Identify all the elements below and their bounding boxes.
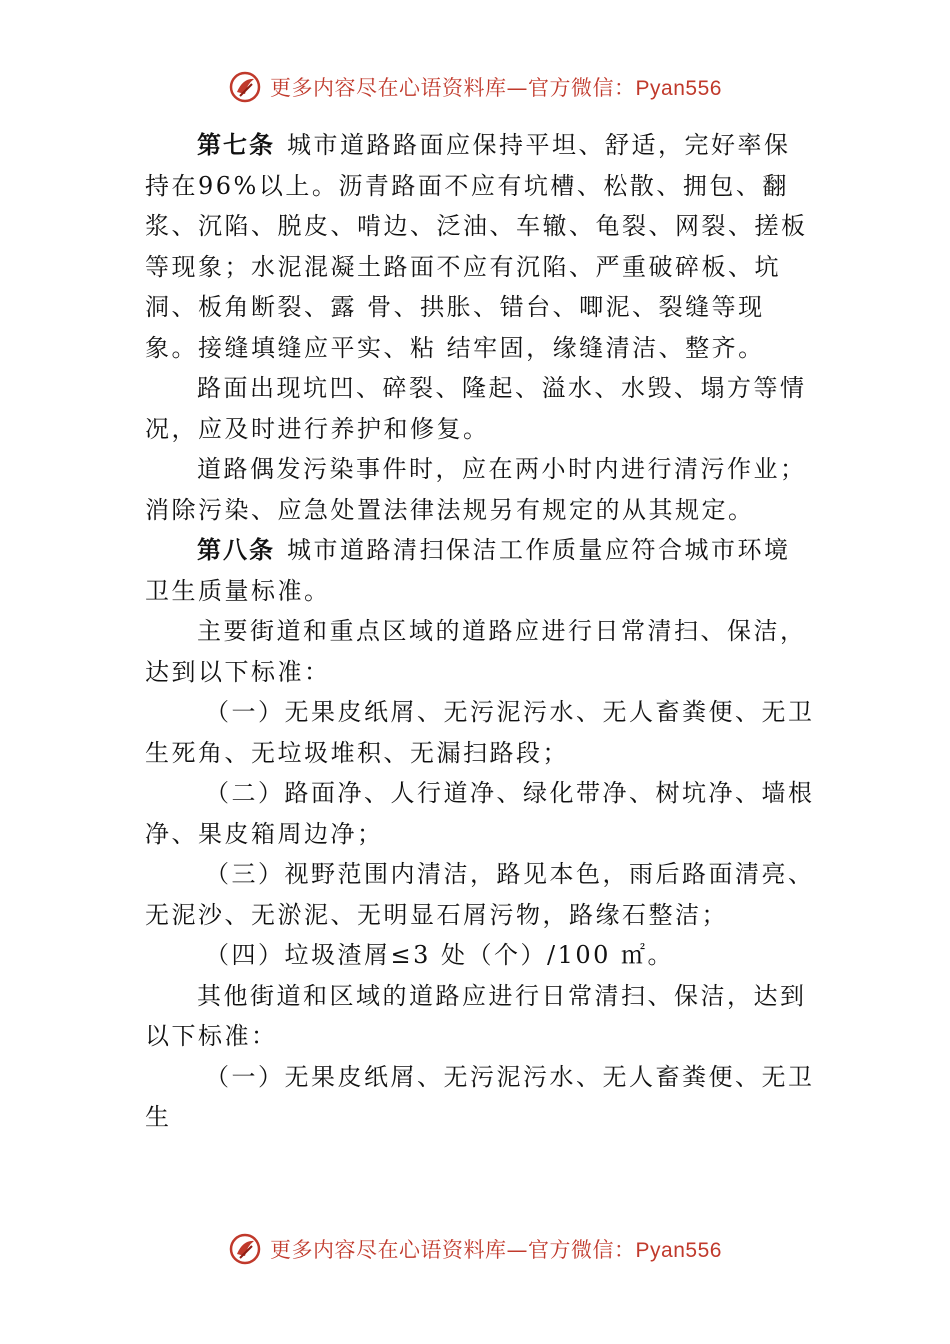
watermark-text: 更多内容尽在心语资料库—官方微信：Pyan556 [270, 1238, 722, 1262]
brand-logo-icon [228, 70, 262, 104]
list-item: （一）无果皮纸屑、无污泥污水、无人畜粪便、无卫生死角、无垃圾堆积、无漏扫路段； [145, 698, 815, 767]
list-item: （二）路面净、人行道净、绿化带净、树坑净、墙根净、果皮箱周边净； [145, 779, 815, 848]
watermark-footer [0, 1232, 950, 1266]
watermark-text: 更多内容尽在心语资料库—官方微信：Pyan556 [270, 76, 722, 100]
list-item: （一）无果皮纸屑、无污泥污水、无人畜粪便、无卫生 [145, 1062, 815, 1131]
article-8 [145, 530, 815, 611]
list-item: （四）垃圾渣屑≤3 处（个）/100 ㎡。 [205, 941, 675, 969]
paragraph: 其他街道和区域的道路应进行日常清扫、保洁，达到以下标准： [145, 981, 807, 1050]
paragraph: 路面出现坑凹、碎裂、隆起、溢水、水毁、塌方等情况，应及时进行养护和修复。 [145, 374, 807, 443]
list-item: （三）视野范围内清洁，路见本色，雨后路面清亮、无泥沙、无淤泥、无明显石屑污物，路缘石整洁； [145, 860, 815, 929]
watermark-header [0, 70, 950, 104]
paragraph-text: 城市道路路面应保持平坦、舒适，完好率保持在96%以上。沥青路面不应有坑槽、松散、拥包、翻浆、沉陷、脱皮、啃边、泛油、车辙、龟裂、网裂、搓板等现象；水泥混凝土路面不应有沉陷、严重破碎板、坑洞、板角断裂、露 骨、拱胀、错台、唧泥、裂缝等现象。接缝填缝应平实、粘 结牢固，缘缝清洁、整齐。 [145, 131, 808, 362]
article-label: 第八条 [197, 535, 275, 564]
article-label: 第七条 [197, 130, 275, 159]
paragraph: 主要街道和重点区域的道路应进行日常清扫、保洁，达到以下标准： [145, 617, 807, 686]
paragraph: 道路偶发污染事件时，应在两小时内进行清污作业；消除污染、应急处置法律法规另有规定的从其规定。 [145, 455, 807, 524]
brand-logo-icon [228, 1232, 262, 1266]
paragraph-text: 城市道路清扫保洁工作质量应符合城市环境卫生质量标准。 [145, 536, 791, 605]
document-body [145, 125, 815, 1138]
article-7 [145, 125, 815, 368]
